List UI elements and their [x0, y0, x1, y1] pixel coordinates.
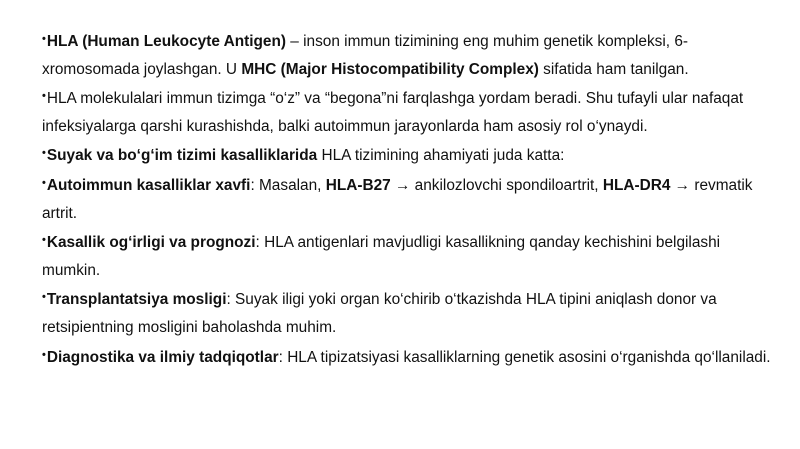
term-hla: HLA (Human Leukocyte Antigen): [46, 33, 286, 50]
text-span: : Suyak iligi yoki organ ko‘chirib o‘tkazishda HLA tipini aniqlash donor va retsipientning mosligini baholashda muhim.: [42, 291, 717, 336]
term-hla-dr4: HLA-DR4: [602, 176, 671, 194]
bullet: •: [42, 90, 46, 103]
document-body: [42, 26, 782, 371]
term-severity: Kasallik og‘irligi va prognozi: [46, 234, 256, 252]
term-transplant: Transplantatsiya mosligi: [46, 291, 227, 309]
text-span: : Masalan,: [250, 176, 326, 194]
text-span: – inson immun tizimining eng muhim genetik kompleksi, 6-xromosomada joylashgan. U: [42, 33, 689, 78]
text-span: → ankilozlovchi spondiloartrit,: [390, 176, 603, 194]
bullet: •: [42, 291, 46, 304]
text-span: → revmatik artrit.: [42, 176, 753, 222]
text-span: HLA tizimining ahamiyati juda katta:: [317, 147, 565, 165]
paragraph-bone-joint: [42, 140, 782, 170]
term-diagnostics: Diagnostika va ilmiy tadqiqotlar: [46, 348, 279, 366]
text-span: HLA molekulalari immun tizimga “o‘z” va “begona”ni farqlashga yordam beradi. Shu tufayli ular nafaqat infeksiyalarga qarshi kurashishda, balki autoimmun jarayonlarda ham asosiy rol o‘ynaydi.: [42, 90, 744, 135]
term-autoimmune: Autoimmun kasalliklar xavfi: [46, 176, 251, 194]
term-mhc: MHC (Major Histocompatibility Complex): [241, 60, 539, 78]
text-span: sifatida ham tanilgan.: [538, 60, 689, 78]
bullet: •: [42, 33, 46, 45]
text-span: : HLA antigenlari mavjudligi kasallikning qanday kechishini belgilashi mumkin.: [42, 234, 721, 279]
bullet: •: [42, 147, 46, 160]
paragraph-autoimmune-risk: [42, 170, 782, 227]
paragraph-diagnostics: [42, 342, 782, 372]
paragraph-severity-prognosis: [42, 227, 782, 284]
term-hla-b27: HLA-B27: [325, 176, 391, 194]
text-span: : HLA tipizatsiyasi kasalliklarning genetik asosini o‘rganishda qo‘llaniladi.: [278, 348, 771, 366]
paragraph-transplant: [42, 284, 782, 341]
bullet: •: [42, 234, 46, 247]
paragraph-hla-molecules: [42, 83, 782, 140]
paragraph-hla-definition: [42, 26, 782, 83]
term-bone-joint: Suyak va bo‘g‘im tizimi kasalliklarida: [46, 147, 318, 165]
bullet: •: [42, 176, 46, 189]
bullet: •: [42, 348, 46, 361]
